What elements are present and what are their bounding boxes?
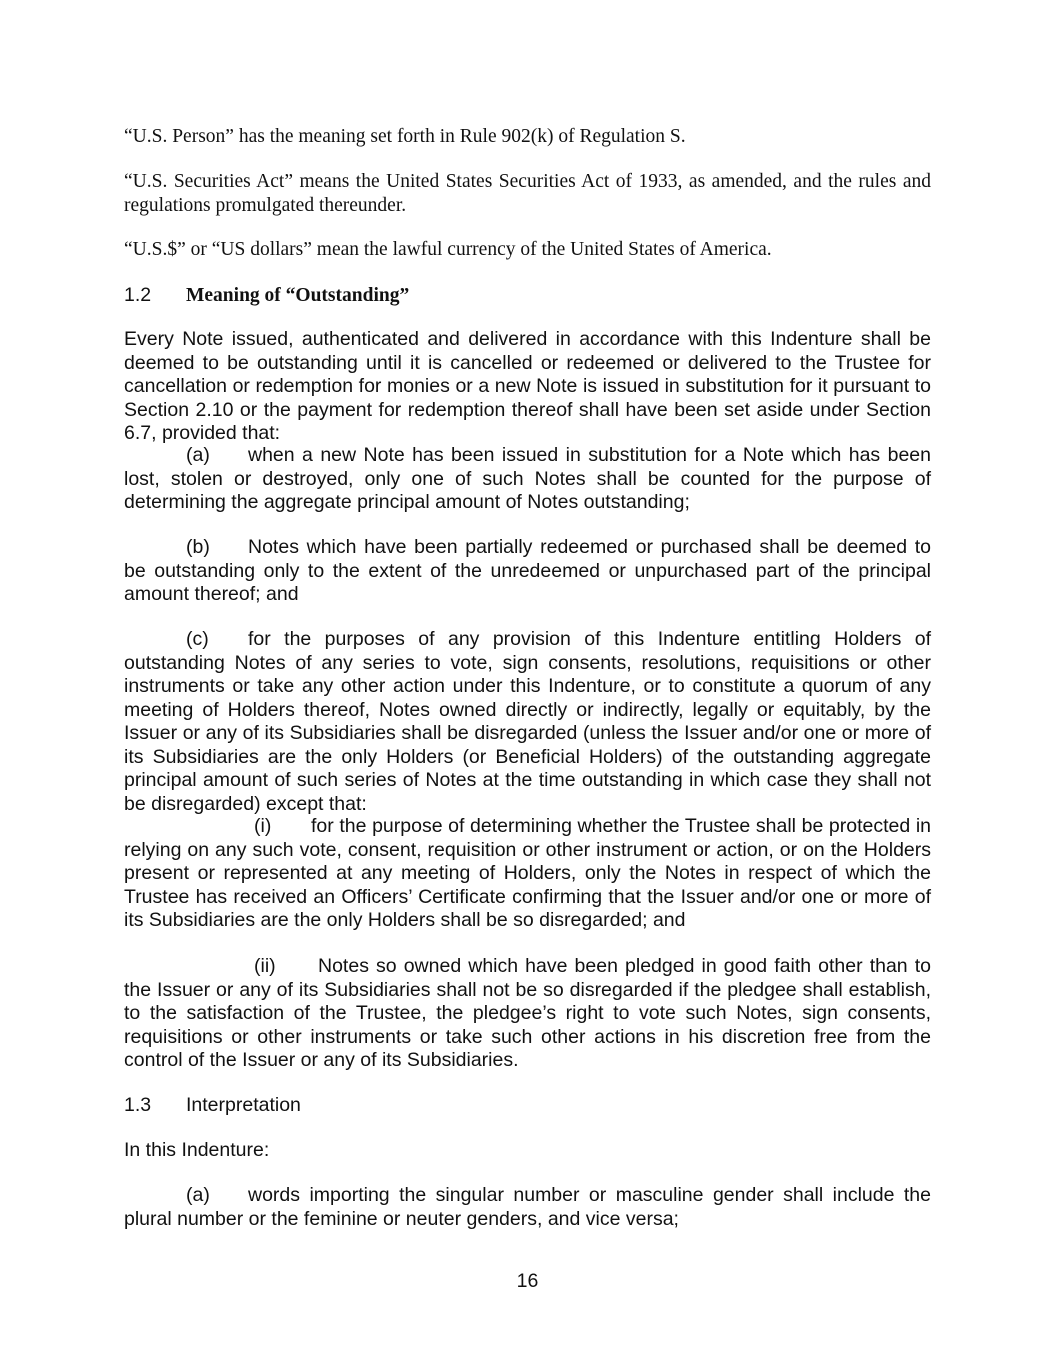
section-title: Interpretation	[186, 1094, 301, 1116]
definition-us-person: “U.S. Person” has the meaning set forth in Rule 902(k) of Regulation S.	[124, 126, 686, 147]
section-title: Meaning of “Outstanding”	[186, 285, 410, 306]
subclause-text: Notes so owned which have been pledged in good faith other than to the Issuer or any of its Subsidiaries shall not be so disregarded if the pledgee shall establish, to the satisfaction of the Trustee, the pledgee’s right to vote such Notes, sign consents, requisitions or other instruments or take such other actions in his discretion free from the control of the Issuer or any of its Subsidiaries.	[124, 955, 931, 1071]
subclause-text: for the purpose of determining whether the Trustee shall be protected in relying on any such vote, consent, requisition or other instrument or action, or on the Holders present or represented at any meeting of Holders, only the Notes in respect of which the Trustee has received an Officers’ Certificate confirming that the Issuer and/or one or more of its Subsidiaries are the only Holders shall be so disregarded; and	[124, 815, 931, 931]
subclause-label: (i)	[254, 815, 272, 837]
page-number: 16	[516, 1270, 539, 1292]
section-number: 1.2	[124, 284, 152, 306]
subclause-i	[124, 815, 931, 933]
clause-text: for the purposes of any provision of this Indenture entitling Holders of outstanding Notes of any series to vote, sign consents, resolutions, requisitions or other instruments or take any other action under this Indenture, or to constitute a quorum of any meeting of Holders thereof, Notes owned directly or indirectly, legally or equitably, by the Issuer or any of its Subsidiaries shall be disregarded (unless the Issuer and/or one or more of its Subsidiaries are the only Holders (or Beneficial Holders) of the outstanding aggregate principal amount of such series of Notes at the time outstanding in which case they shall not be disregarded) except that:	[124, 628, 931, 815]
interpretation-clause-a	[124, 1184, 931, 1231]
clause-label: (b)	[186, 536, 210, 558]
clause-c	[124, 628, 931, 816]
subclause-ii	[124, 955, 931, 1073]
clause-text: words importing the singular number or masculine gender shall include the plural number or the feminine or neuter genders, and vice versa;	[124, 1184, 931, 1230]
clause-label: (c)	[186, 628, 209, 650]
clause-a	[124, 444, 931, 515]
section-1-2-intro: Every Note issued, authenticated and delivered in accordance with this Indenture shall be deemed to be outstanding until it is cancelled or redeemed or delivered to the Trustee for cancellation or redemption for monies or a new Note is issued in substitution for it pursuant to Section 2.10 or the payment for redemption thereof shall have been set aside under Section 6.7, provided that:	[124, 328, 931, 444]
definition-us-dollars: “U.S.$” or “US dollars” mean the lawful currency of the United States of America.	[124, 239, 772, 260]
section-1-3-intro: In this Indenture:	[124, 1139, 270, 1161]
section-number: 1.3	[124, 1094, 152, 1116]
section-heading-1-3	[124, 1094, 301, 1118]
subclause-label: (ii)	[254, 955, 276, 977]
clause-text: when a new Note has been issued in substitution for a Note which has been lost, stolen or destroyed, only one of such Notes shall be counted for the purpose of determining the aggregate principal amount of Notes outstanding;	[124, 444, 931, 513]
clause-b	[124, 536, 931, 607]
section-heading-1-2	[124, 284, 409, 308]
clause-label: (a)	[186, 1184, 210, 1206]
clause-text: Notes which have been partially redeemed or purchased shall be deemed to be outstanding only to the extent of the unredeemed or unpurchased part of the principal amount thereof; and	[124, 536, 931, 605]
clause-label: (a)	[186, 444, 210, 466]
definition-us-securities-act: “U.S. Securities Act” means the United States Securities Act of 1933, as amended, and the rules and regulations promulgated thereunder.	[124, 171, 931, 216]
